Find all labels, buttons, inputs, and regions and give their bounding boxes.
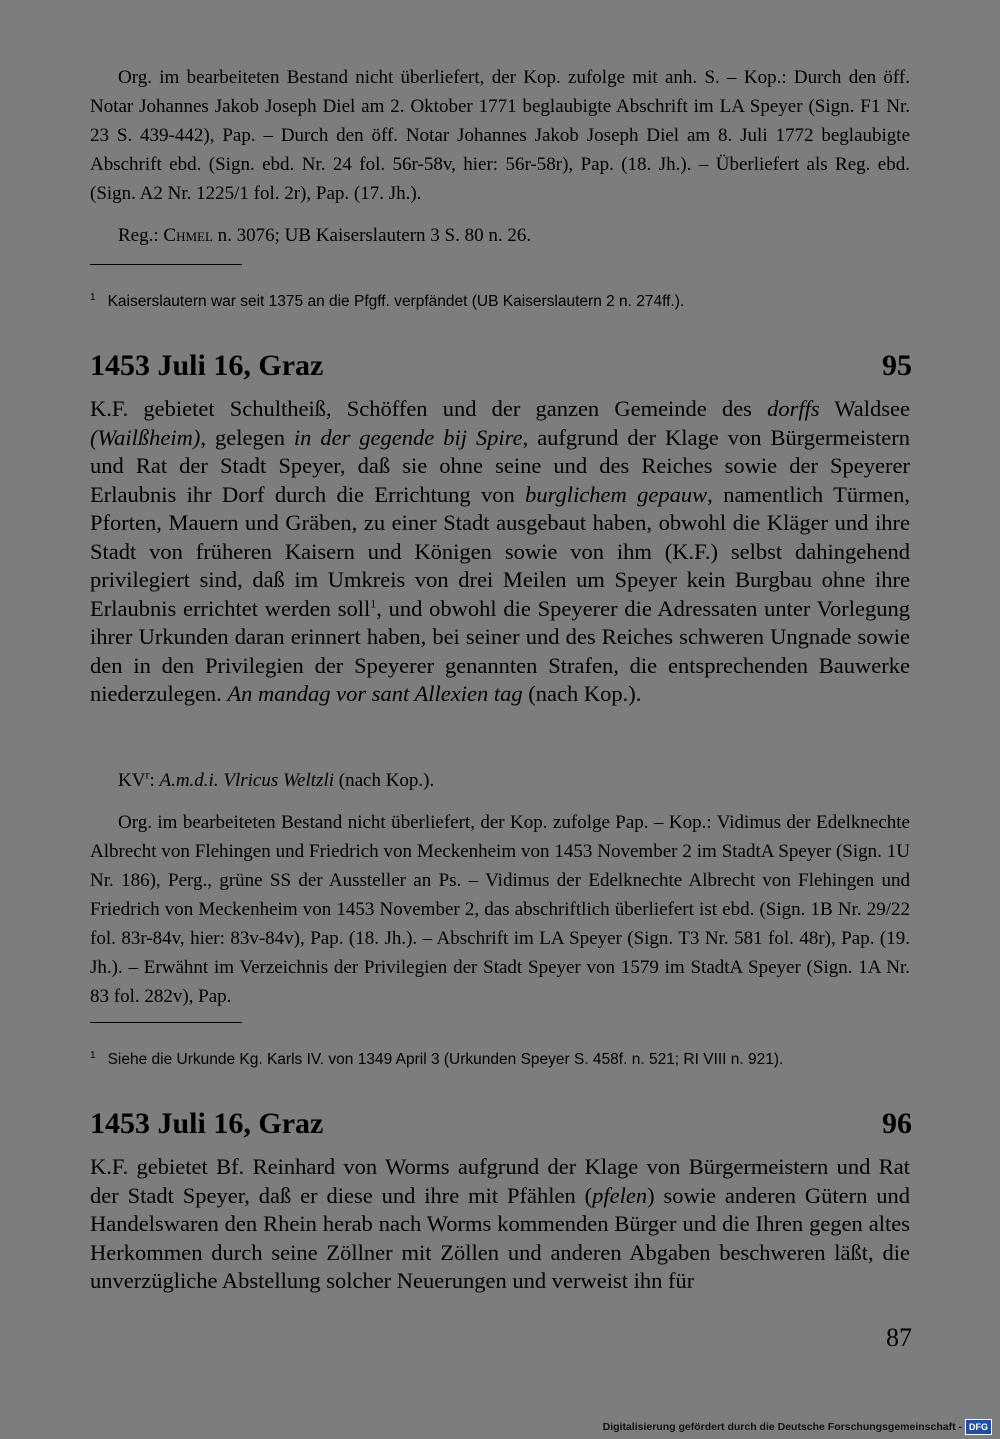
author-name: Chmel xyxy=(163,225,213,246)
regest-text: K.F. gebietet Schultheiß, Schöffen und der ganzen Gemeinde des dorffs Waldsee (Wailßheim), gelegen in der gegende bij Spire, aufgrund der Klage von Bürgermeistern und Rat der Stadt Speyer, daß sie ohne seine und des Reiches sowie der Speyerer Erlaubnis ihr Dorf durch die Errichtung von burglichem gepauw, namentlich Türmen, Pforten, Mauern und Gräben, zu einer Stadt ausgebaut haben, obwohl die Kläger und ihre Stadt von früheren Kaisern und Königen sowie von ihm (K.F.) selbst dahingehend privilegiert sind, daß im Umkreis von drei Meilen um Speyer kein Burgbau ohne ihre Erlaubnis errichtet werden soll$^1$, und obwohl die Speyerer die Adressaten unter Vorlegung ihrer Urkunden daran erinnert haben, bei seiner und des Reiches schweren Ungnade sowie den in den Privilegien der Speyerer genannten Strafen, die entsprechenden Bauwerke niederzulegen. An mandag vor sant Allexien tag (nach Kop.). xyxy=(90,396,911,706)
overlieferung-paragraph: Org. im bearbeiteten Bestand nicht überliefert, der Kop. zufolge mit anh. S. – Kop.: Durch den öff. Notar Johannes Jakob Joseph Diel am 2. Oktober 1771 beglaubigte Abschrift im LA Speyer (Sign. F1 Nr. 23 S. 439-442), Pap. – Durch den öff. Notar Johannes Jakob Joseph Diel am 8. Juli 1772 beglaubigte Abschrift ebd. (Sign. ebd. Nr. 24 fol. 56r-58v, hier: 56r-58r), Pap. (18. Jh.). – Überliefert als Reg. ebd. (Sign. A2 Nr. 1225/1 fol. 2r), Pap. (17. Jh.). xyxy=(90,67,910,204)
footnote xyxy=(90,1050,910,1070)
entry-notes xyxy=(90,766,910,1011)
entry-date-place: 1453 Juli 16, Graz xyxy=(90,349,324,382)
funding-footer xyxy=(603,1419,992,1435)
footnote-mark: 1 xyxy=(90,1049,96,1061)
entry-number: 96 xyxy=(882,1107,912,1140)
dfg-logo: DFG xyxy=(965,1419,992,1435)
footnote-reference: 1 xyxy=(370,596,377,610)
regest-text: K.F. gebietet Bf. Reinhard von Worms aufgrund der Klage von Bürgermeistern und Rat der Stadt Speyer, daß er diese und ihre mit Pfählen (pfelen) sowie anderen Gütern und Handelswaren den Rhein herab nach Worms kommenden Bürger und die Ihren gegen altes Herkommen durch seine Zöllner mit Zöllen und anderen Abgaben beschweren läßt, die unverzügliche Abstellung solcher Neuerungen und verweist ihn für xyxy=(90,1154,910,1293)
overlieferung-paragraph: Org. im bearbeiteten Bestand nicht überliefert, der Kop. zufolge Pap. – Kop.: Vidimus der Edelknechte Albrecht von Flehingen und Friedrich von Meckenheim von 1453 November 2 im StadtA Speyer (Sign. 1U Nr. 186), Perg., grüne SS der Aussteller an Ps. – Vidimus der Edelknechte Albrecht von Flehingen und Friedrich von Meckenheim von 1453 November 2, das abschriftlich überliefert ist ebd. (Sign. 1B Nr. 29/22 fol. 83r-84v, hier: 83v-84v), Pap. (18. Jh.). – Abschrift im LA Speyer (Sign. T3 Nr. 581 fol. 48r), Pap. (19. Jh.). – Erwähnt im Verzeichnis der Privilegien der Stadt Speyer von 1579 im StadtA Speyer (Sign. 1A Nr. 83 fol. 282v), Pap. xyxy=(90,812,910,1007)
entry-regest xyxy=(90,395,910,709)
footnote xyxy=(90,292,910,312)
entry-regest xyxy=(90,1153,910,1296)
previous-entry-notes xyxy=(90,63,910,250)
entry-number: 95 xyxy=(882,349,912,382)
entry-date-place: 1453 Juli 16, Graz xyxy=(90,1107,324,1140)
entry-heading xyxy=(90,348,912,384)
footer-text: Digitalisierung gefördert durch die Deutsche Forschungsgemeinschaft - xyxy=(602,1421,962,1433)
footnote-mark: 1 xyxy=(90,291,96,303)
footnote-separator xyxy=(90,264,242,265)
footnote-text: Siehe die Urkunde Kg. Karls IV. von 1349 April 3 (Urkunden Speyer S. 458f. n. 521; RI VIII n. 921). xyxy=(107,1051,784,1068)
footnote-text: Kaiserslautern war seit 1375 an die Pfgff. verpfändet (UB Kaiserslautern 2 n. 274ff.). xyxy=(107,293,685,310)
entry-heading xyxy=(90,1106,912,1142)
regest-reference: Reg.: Chmel n. 3076; UB Kaiserslautern 3 S. 80 n. 26. xyxy=(118,225,532,246)
kanzleivermerk: $KV^r$: A.m.d.i. Vlricus Weltzli (nach Kop.). xyxy=(118,767,435,791)
footnote-separator xyxy=(90,1022,242,1023)
page-number: 87 xyxy=(886,1323,912,1352)
